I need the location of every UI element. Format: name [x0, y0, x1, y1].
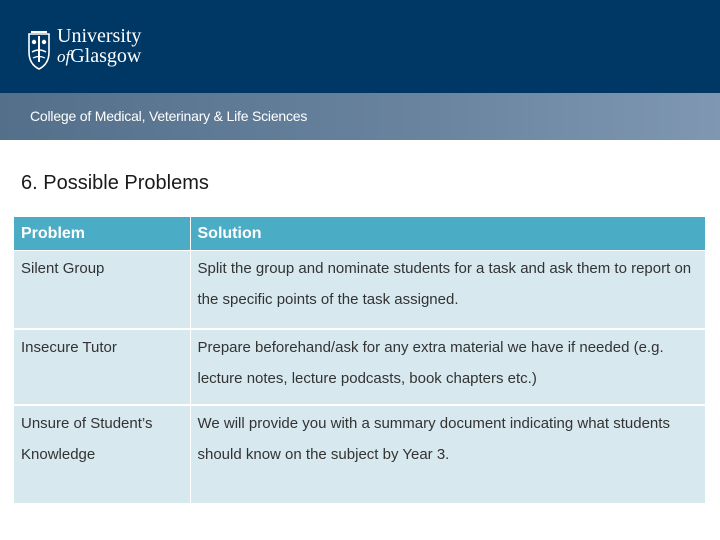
university-logo	[27, 26, 141, 72]
college-name: College of Medical, Veterinary & Life Sciences	[30, 108, 308, 124]
logo-wordmark-of: of	[57, 47, 71, 66]
problem-cell	[14, 405, 190, 504]
table-header-row	[14, 217, 705, 251]
table-row	[14, 251, 705, 330]
logo-wordmark-glasgow	[57, 46, 141, 67]
problem-text: Unsure of Student’s Knowledge	[21, 415, 153, 463]
solution-text: Split the group and nominate students for a task and ask them to report on the specific points of the task assigned.	[197, 260, 692, 308]
problem-cell	[14, 251, 190, 330]
table-row	[14, 329, 705, 405]
problems-table	[14, 217, 705, 505]
solution-cell	[190, 329, 705, 405]
table-row	[14, 405, 705, 504]
solution-cell	[190, 251, 705, 330]
column-header-problem: Problem	[14, 217, 190, 251]
logo-wordmark-glasgow-text: Glasgow	[70, 45, 142, 67]
logo-wordmark-university: University	[57, 25, 142, 47]
problem-text: Silent Group	[21, 260, 105, 277]
problem-cell	[14, 329, 190, 405]
column-header-solution: Solution	[190, 217, 705, 251]
solution-cell	[190, 405, 705, 504]
crest-icon	[27, 30, 51, 70]
solution-text: Prepare beforehand/ask for any extra material we have if needed (e.g. lecture notes, lecture podcasts, book chapters etc.)	[197, 339, 664, 387]
page-title: 6. Possible Problems	[21, 172, 209, 194]
problem-text: Insecure Tutor	[21, 339, 117, 356]
solution-text: We will provide you with a summary document indicating what students should know on the subject by Year 3.	[197, 415, 670, 463]
